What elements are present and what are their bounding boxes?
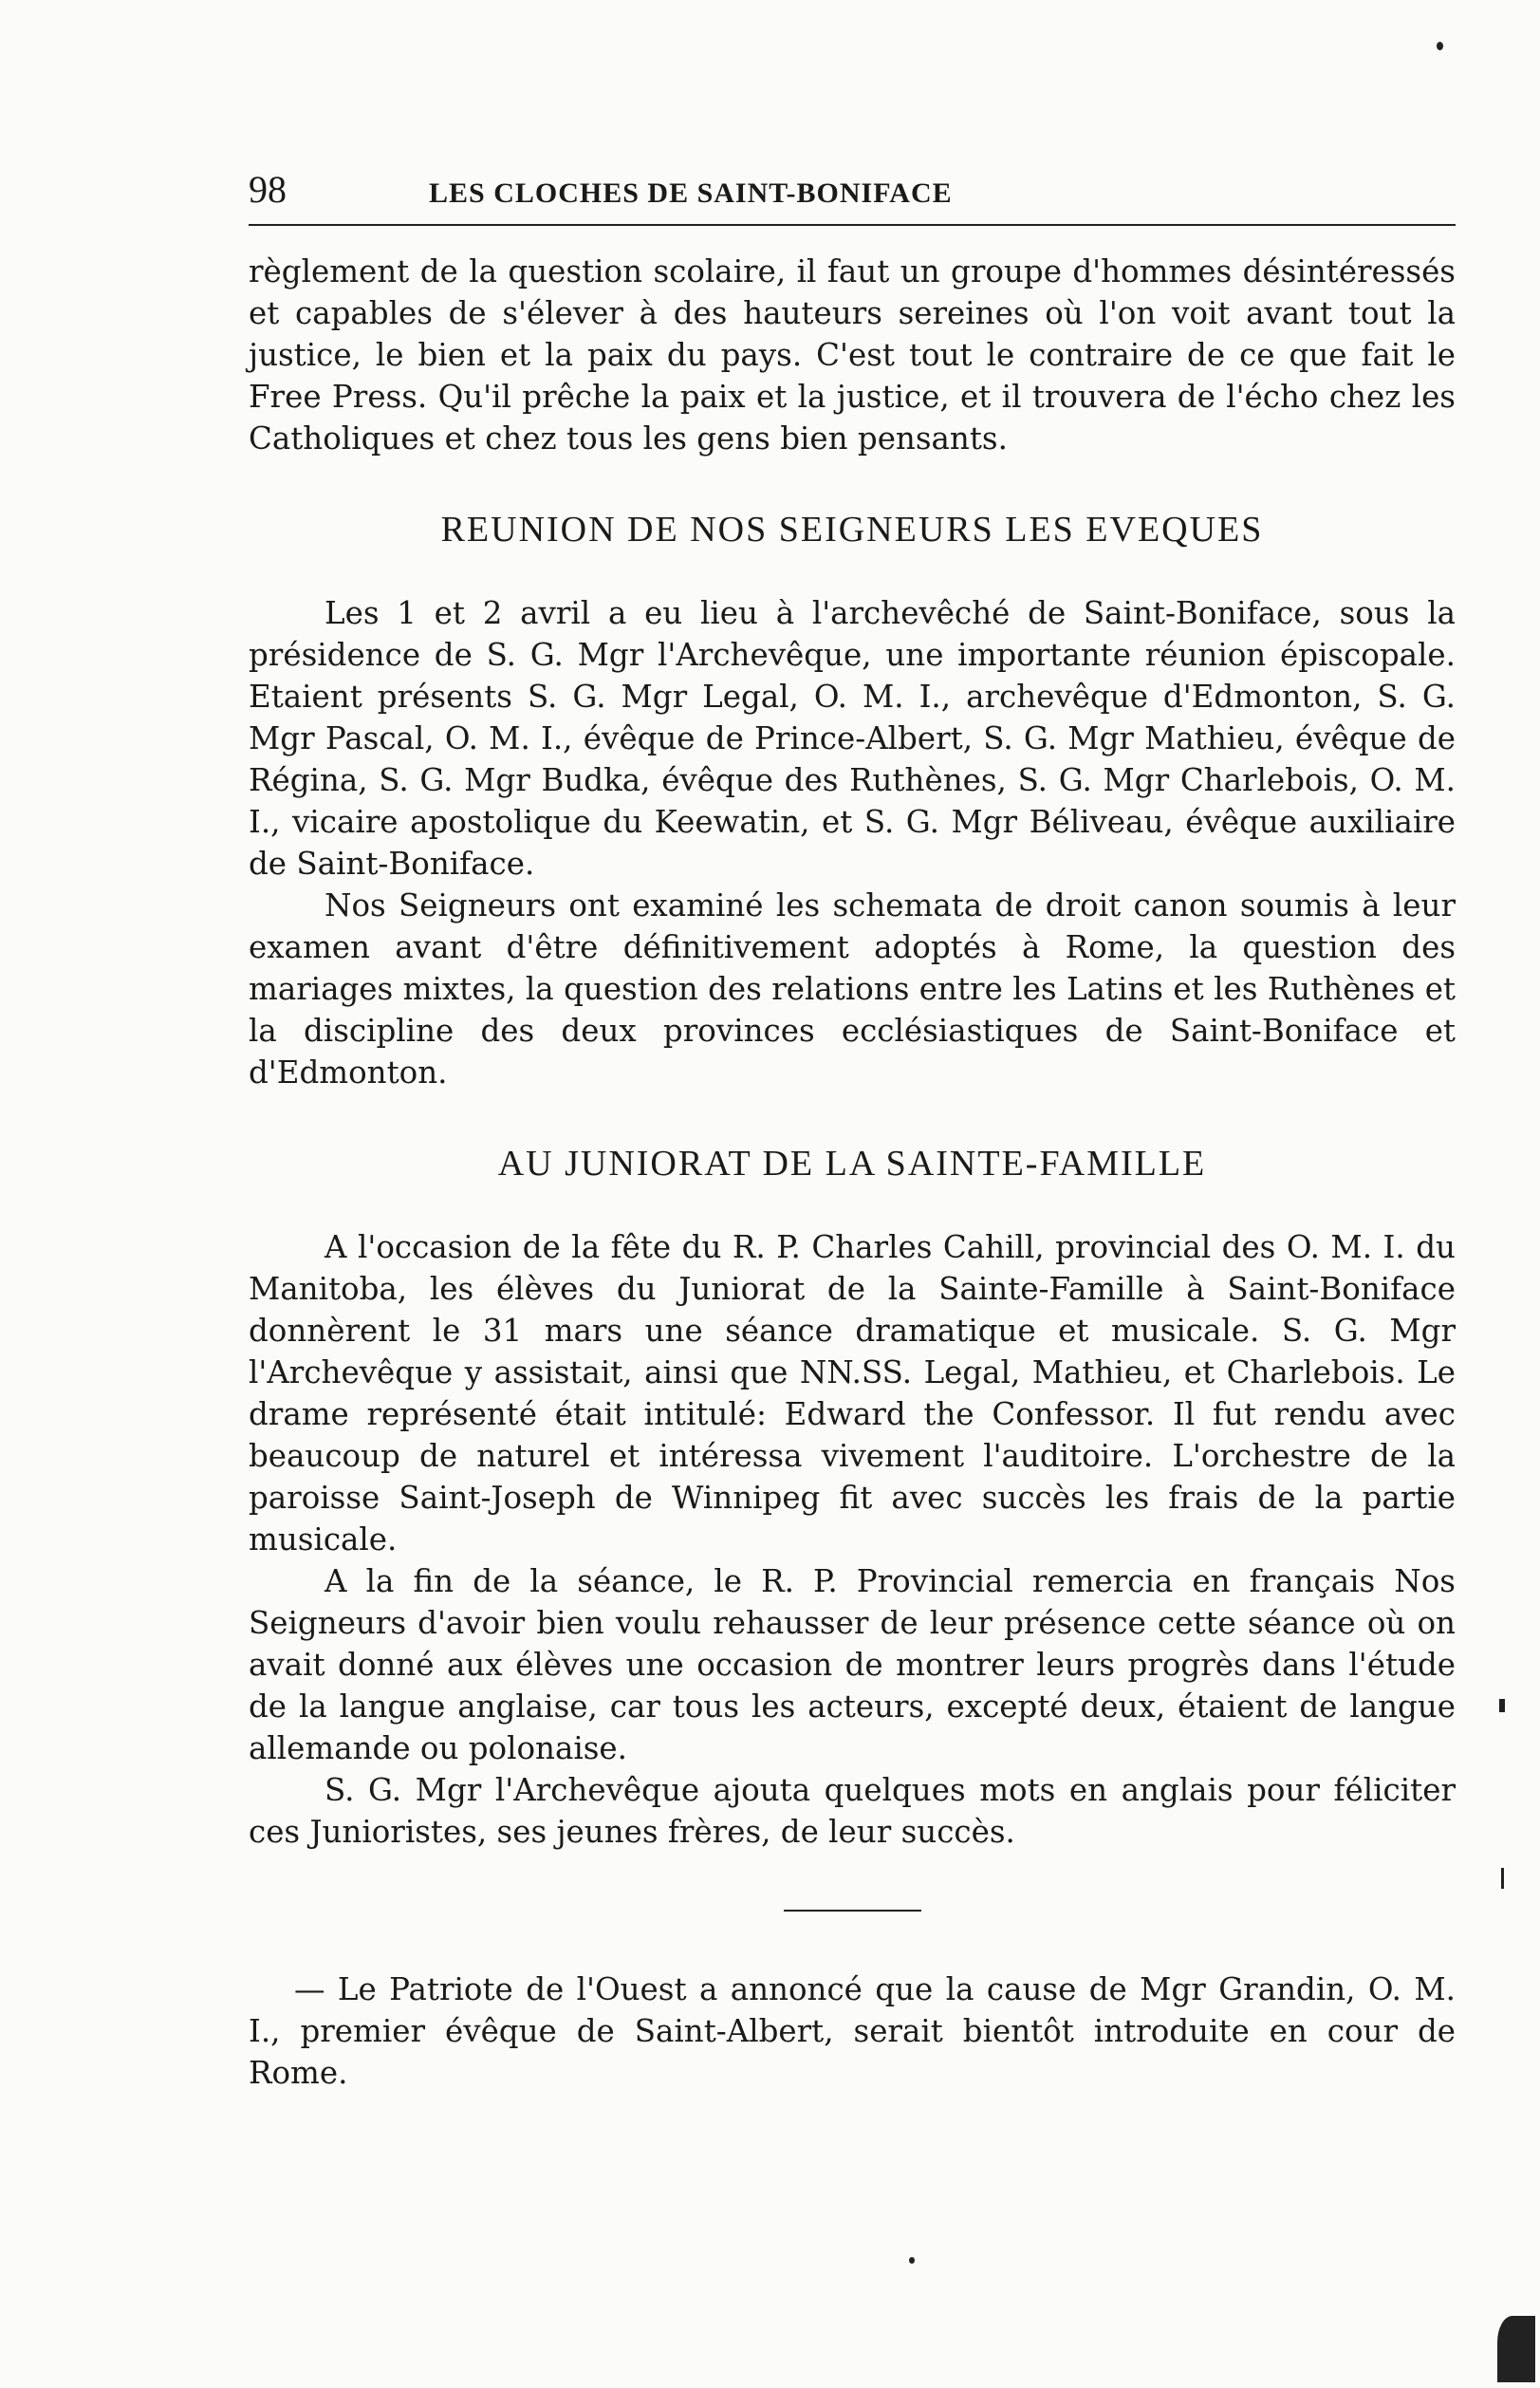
scan-speck xyxy=(1437,42,1443,50)
book-page xyxy=(249,167,1456,2094)
juniorat-paragraph-3: S. G. Mgr l'Archevêque ajouta quelques mots en anglais pour féliciter ces Junioristes, ses jeunes frères, de leur succès. xyxy=(249,1772,1456,1850)
section-heading-reunion: REUNION DE NOS SEIGNEURS LES EVEQUES xyxy=(440,510,1264,550)
header-rule xyxy=(249,224,1456,226)
juniorat-paragraph-1: A l'occasion de la fête du R. P. Charles Cahill, provincial des O. M. I. du Manitoba, les élèves du Juniorat de la Sainte-Famille à Saint-Boniface donnèrent le 31 mars une séance dramatique et musicale. S. G. Mgr l'Archevêque y assistait, ainsi que NN.SS. Legal, Mathieu, et Charlebois. Le drame représenté était intitulé: Edward the Confessor. Il fut rendu avec beaucoup de naturel et intéressa vivement l'auditoire. L'orchestre de la paroisse Saint-Joseph de Winnipeg fit avec succès les frais de la partie musicale. xyxy=(249,1229,1456,1558)
news-note: — Le Patriote de l'Ouest a annoncé que la cause de Mgr Grandin, O. M. I., premier évêque de Saint-Albert, serait bientôt introduite en cour de Rome. xyxy=(249,1971,1456,2091)
scan-speck xyxy=(1501,1868,1504,1889)
running-title: LES CLOCHES DE SAINT-BONIFACE xyxy=(429,177,953,209)
reunion-paragraph-2: Nos Seigneurs ont examiné les schemata de droit canon soumis à leur examen avant d'être définitivement adoptés à Rome, la question des mariages mixtes, la question des relations entre les Latins et les Ruthènes et la discipline des deux provinces ecclésiastiques de Saint-Boniface et d'Edmonton. xyxy=(249,887,1456,1091)
section-divider xyxy=(784,1910,921,1912)
scan-speck xyxy=(909,2257,915,2264)
section-heading-juniorat: AU JUNIORAT DE LA SAINTE-FAMILLE xyxy=(497,1144,1207,1184)
page-header xyxy=(249,167,1456,215)
scan-speck xyxy=(1499,1699,1505,1712)
intro-paragraph: règlement de la question scolaire, il faut un groupe d'hommes désintéressés et capables de s'élever à des hauteurs sereines où l'on voit avant tout la justice, le bien et la paix du pays. C'est tout le contraire de ce que fait le Free Press. Qu'il prêche la paix et la justice, et il trouvera de l'écho chez les Catholiques et chez tous les gens bien pensants. xyxy=(249,253,1456,457)
scan-speck xyxy=(1497,2316,1535,2382)
reunion-paragraph-1: Les 1 et 2 avril a eu lieu à l'archevêché de Saint-Boniface, sous la présidence de S. G. Mgr l'Archevêque, une importante réunion épiscopale. Etaient présents S. G. Mgr Legal, O. M. I., archevêque d'Edmonton, S. G. Mgr Pascal, O. M. I., évêque de Prince-Albert, S. G. Mgr Mathieu, évêque de Régina, S. G. Mgr Budka, évêque des Ruthènes, S. G. Mgr Charlebois, O. M. I., vicaire apostolique du Keewatin, et S. G. Mgr Béliveau, évêque auxiliaire de Saint-Boniface. xyxy=(249,595,1456,882)
page-number: 98 xyxy=(249,168,287,211)
juniorat-paragraph-2: A la fin de la séance, le R. P. Provincial remercia en français Nos Seigneurs d'avoir bien voulu rehausser de leur présence cette séance où on avait donné aux élèves une occasion de montrer leurs progrès dans l'étude de la langue anglaise, car tous les acteurs, excepté deux, étaient de langue allemande ou polonaise. xyxy=(249,1563,1456,1766)
